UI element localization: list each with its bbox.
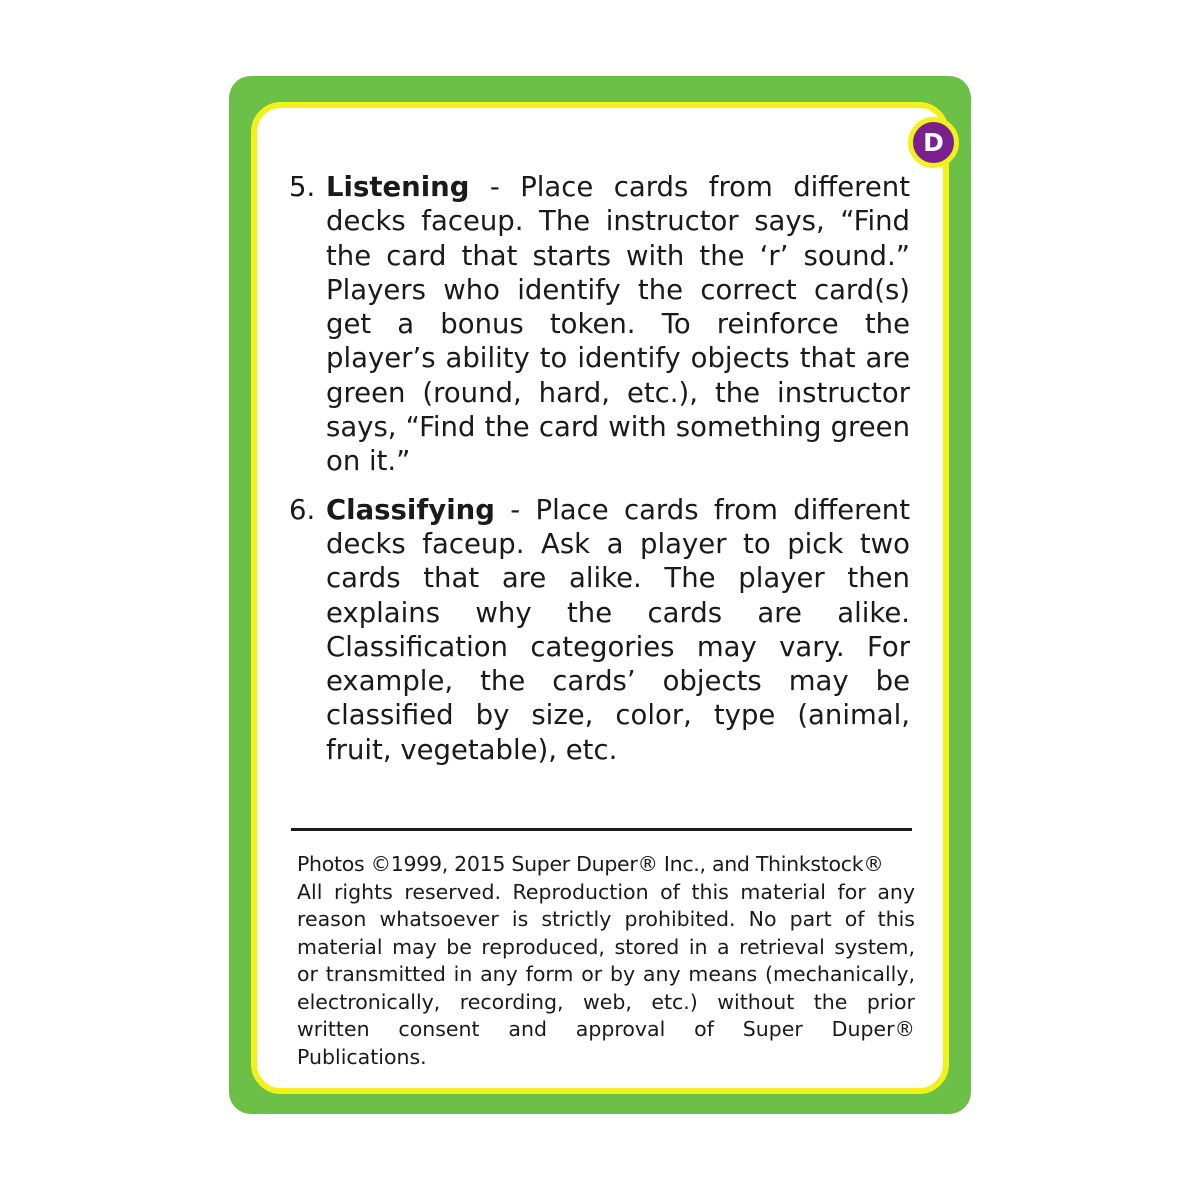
rights-notice: All rights reserved. Reproduction of this material for any reason whatsoever is strictly prohibited. No part of this material may be reproduced, stored in a retrieval system, or transmitted in any form or by any means (mechanically, electronically, recording, web, etc.) without the prior written consent and approval of Super Duper® Publications. (297, 879, 915, 1069)
item-text: - Place cards from different decks faceup. Ask a player to pick two cards that are alike. The player then explains why the cards are alike. Classification categories may vary. For example, the cards’ objects may be classified by size, color, type (animal, fruit, vegetable), etc. (326, 493, 910, 766)
copyright-line: Photos ©1999, 2015 Super Duper® Inc., and Thinkstock® (297, 852, 884, 876)
item-body (326, 170, 910, 479)
item-title: Listening (326, 171, 470, 203)
item-number: 5. (289, 171, 316, 203)
item-body (326, 493, 910, 767)
instruction-item-listening (289, 170, 910, 479)
item-title: Classifying (326, 493, 495, 526)
item-text: - Place cards from different decks faceup. The instructor says, “Find the card that starts with the ‘r’ sound.” Players who identify the correct card(s) get a bonus token. To reinforce the player’s ability to identify objects that are green (round, hard, etc.), the instructor says, “Find the card with something green on it.” (326, 171, 910, 478)
divider-line (291, 828, 912, 831)
instruction-list (289, 170, 910, 767)
card-inner-panel (251, 102, 949, 1094)
deck-letter-badge: D (908, 117, 959, 168)
item-number: 6. (289, 493, 316, 526)
instruction-item-classifying (289, 493, 910, 767)
copyright-notice (297, 851, 915, 1071)
instruction-card (229, 76, 971, 1114)
